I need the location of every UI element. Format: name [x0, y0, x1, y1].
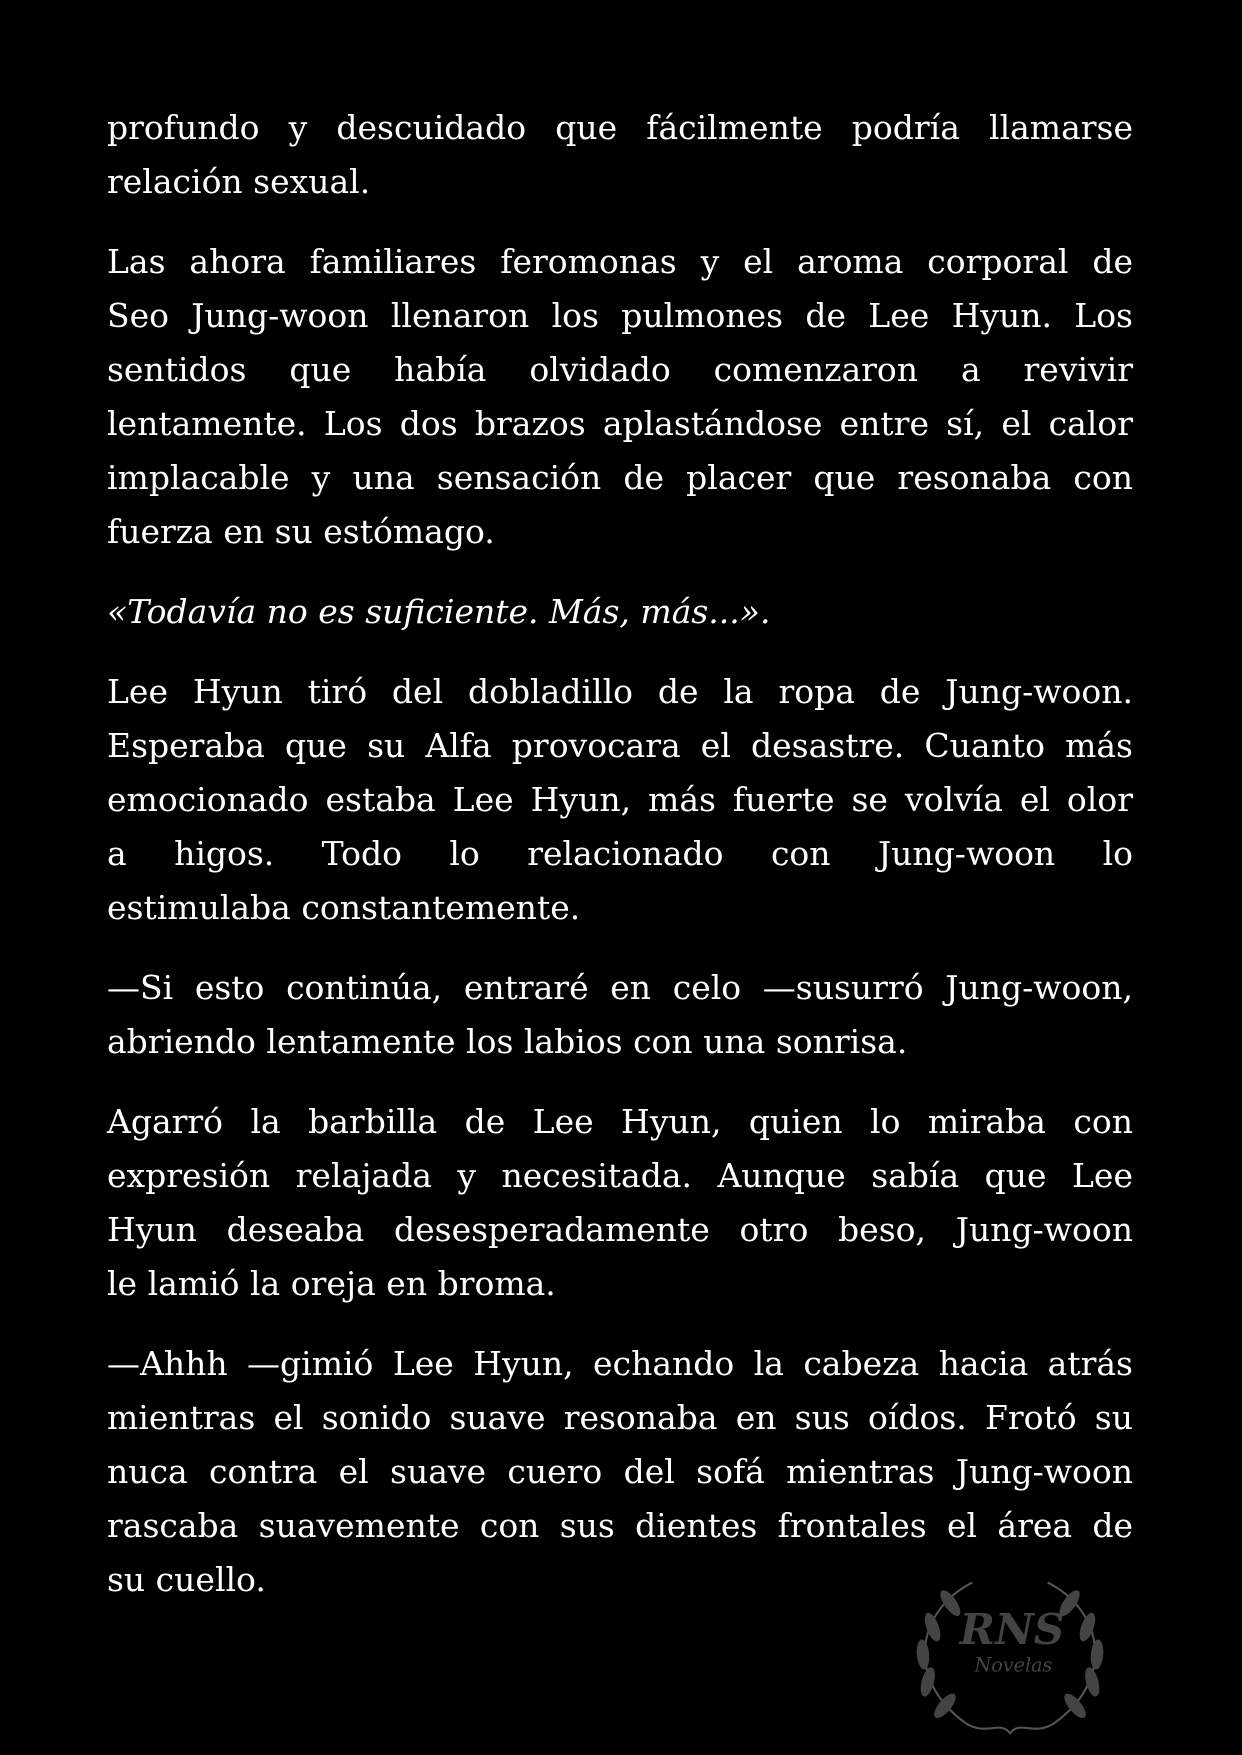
text-line: su cuello. — [107, 1560, 266, 1599]
text-line: profundo y descuidado que fácilmente podría llamarse — [107, 108, 1133, 147]
text-line: Hyun deseaba desesperadamente otro beso, Jung-woon — [107, 1210, 1133, 1249]
text-line: Las ahora familiares feromonas y el aroma corporal de — [107, 242, 1133, 281]
text-line: «Todavía no es suficiente. Más, más...». — [107, 592, 771, 631]
text-paragraph — [107, 665, 1133, 935]
text-paragraph — [107, 235, 1133, 559]
text-line: —Si esto continúa, entraré en celo —susurró Jung-woon, — [107, 968, 1133, 1007]
text-line: a higos. Todo lo relacionado con Jung-woon lo — [107, 834, 1133, 873]
text-line: Lee Hyun tiró del dobladillo de la ropa de Jung-woon. — [107, 672, 1133, 711]
text-line: le lamió la oreja en broma. — [107, 1264, 556, 1303]
text-line: Agarró la barbilla de Lee Hyun, quien lo miraba con — [107, 1102, 1133, 1141]
italic-thought-paragraph — [107, 585, 1133, 639]
text-line: abriendo lentamente los labios con una sonrisa. — [107, 1022, 908, 1061]
text-line: implacable y una sensación de placer que resonaba con — [107, 458, 1133, 497]
text-line: estimulaba constantemente. — [107, 888, 581, 927]
text-line: Esperaba que su Alfa provocara el desastre. Cuanto más — [107, 726, 1133, 765]
text-paragraph — [107, 101, 1133, 209]
watermark-name: Novelas — [974, 1653, 1053, 1677]
reading-page — [107, 101, 1133, 1633]
text-line: nuca contra el suave cuero del sofá mientras Jung-woon — [107, 1452, 1133, 1491]
text-paragraph — [107, 1337, 1133, 1607]
text-line: Seo Jung-woon llenaron los pulmones de Lee Hyun. Los — [107, 296, 1133, 335]
text-line: mientras el sonido suave resonaba en sus oídos. Frotó su — [107, 1398, 1133, 1437]
text-line: fuerza en su estómago. — [107, 512, 495, 551]
text-paragraph — [107, 961, 1133, 1069]
text-line: —Ahhh —gimió Lee Hyun, echando la cabeza hacia atrás — [107, 1344, 1133, 1383]
watermark-mark: RNS — [959, 1605, 1065, 1656]
text-line: expresión relajada y necesitada. Aunque sabía que Lee — [107, 1156, 1133, 1195]
text-line: relación sexual. — [107, 162, 371, 201]
text-paragraph — [107, 1095, 1133, 1311]
text-line: lentamente. Los dos brazos aplastándose entre sí, el calor — [107, 404, 1133, 443]
text-line: emocionado estaba Lee Hyun, más fuerte se volvía el olor — [107, 780, 1133, 819]
text-line: rascaba suavemente con sus dientes frontales el área de — [107, 1506, 1133, 1545]
text-line: sentidos que había olvidado comenzaron a revivir — [107, 350, 1133, 389]
